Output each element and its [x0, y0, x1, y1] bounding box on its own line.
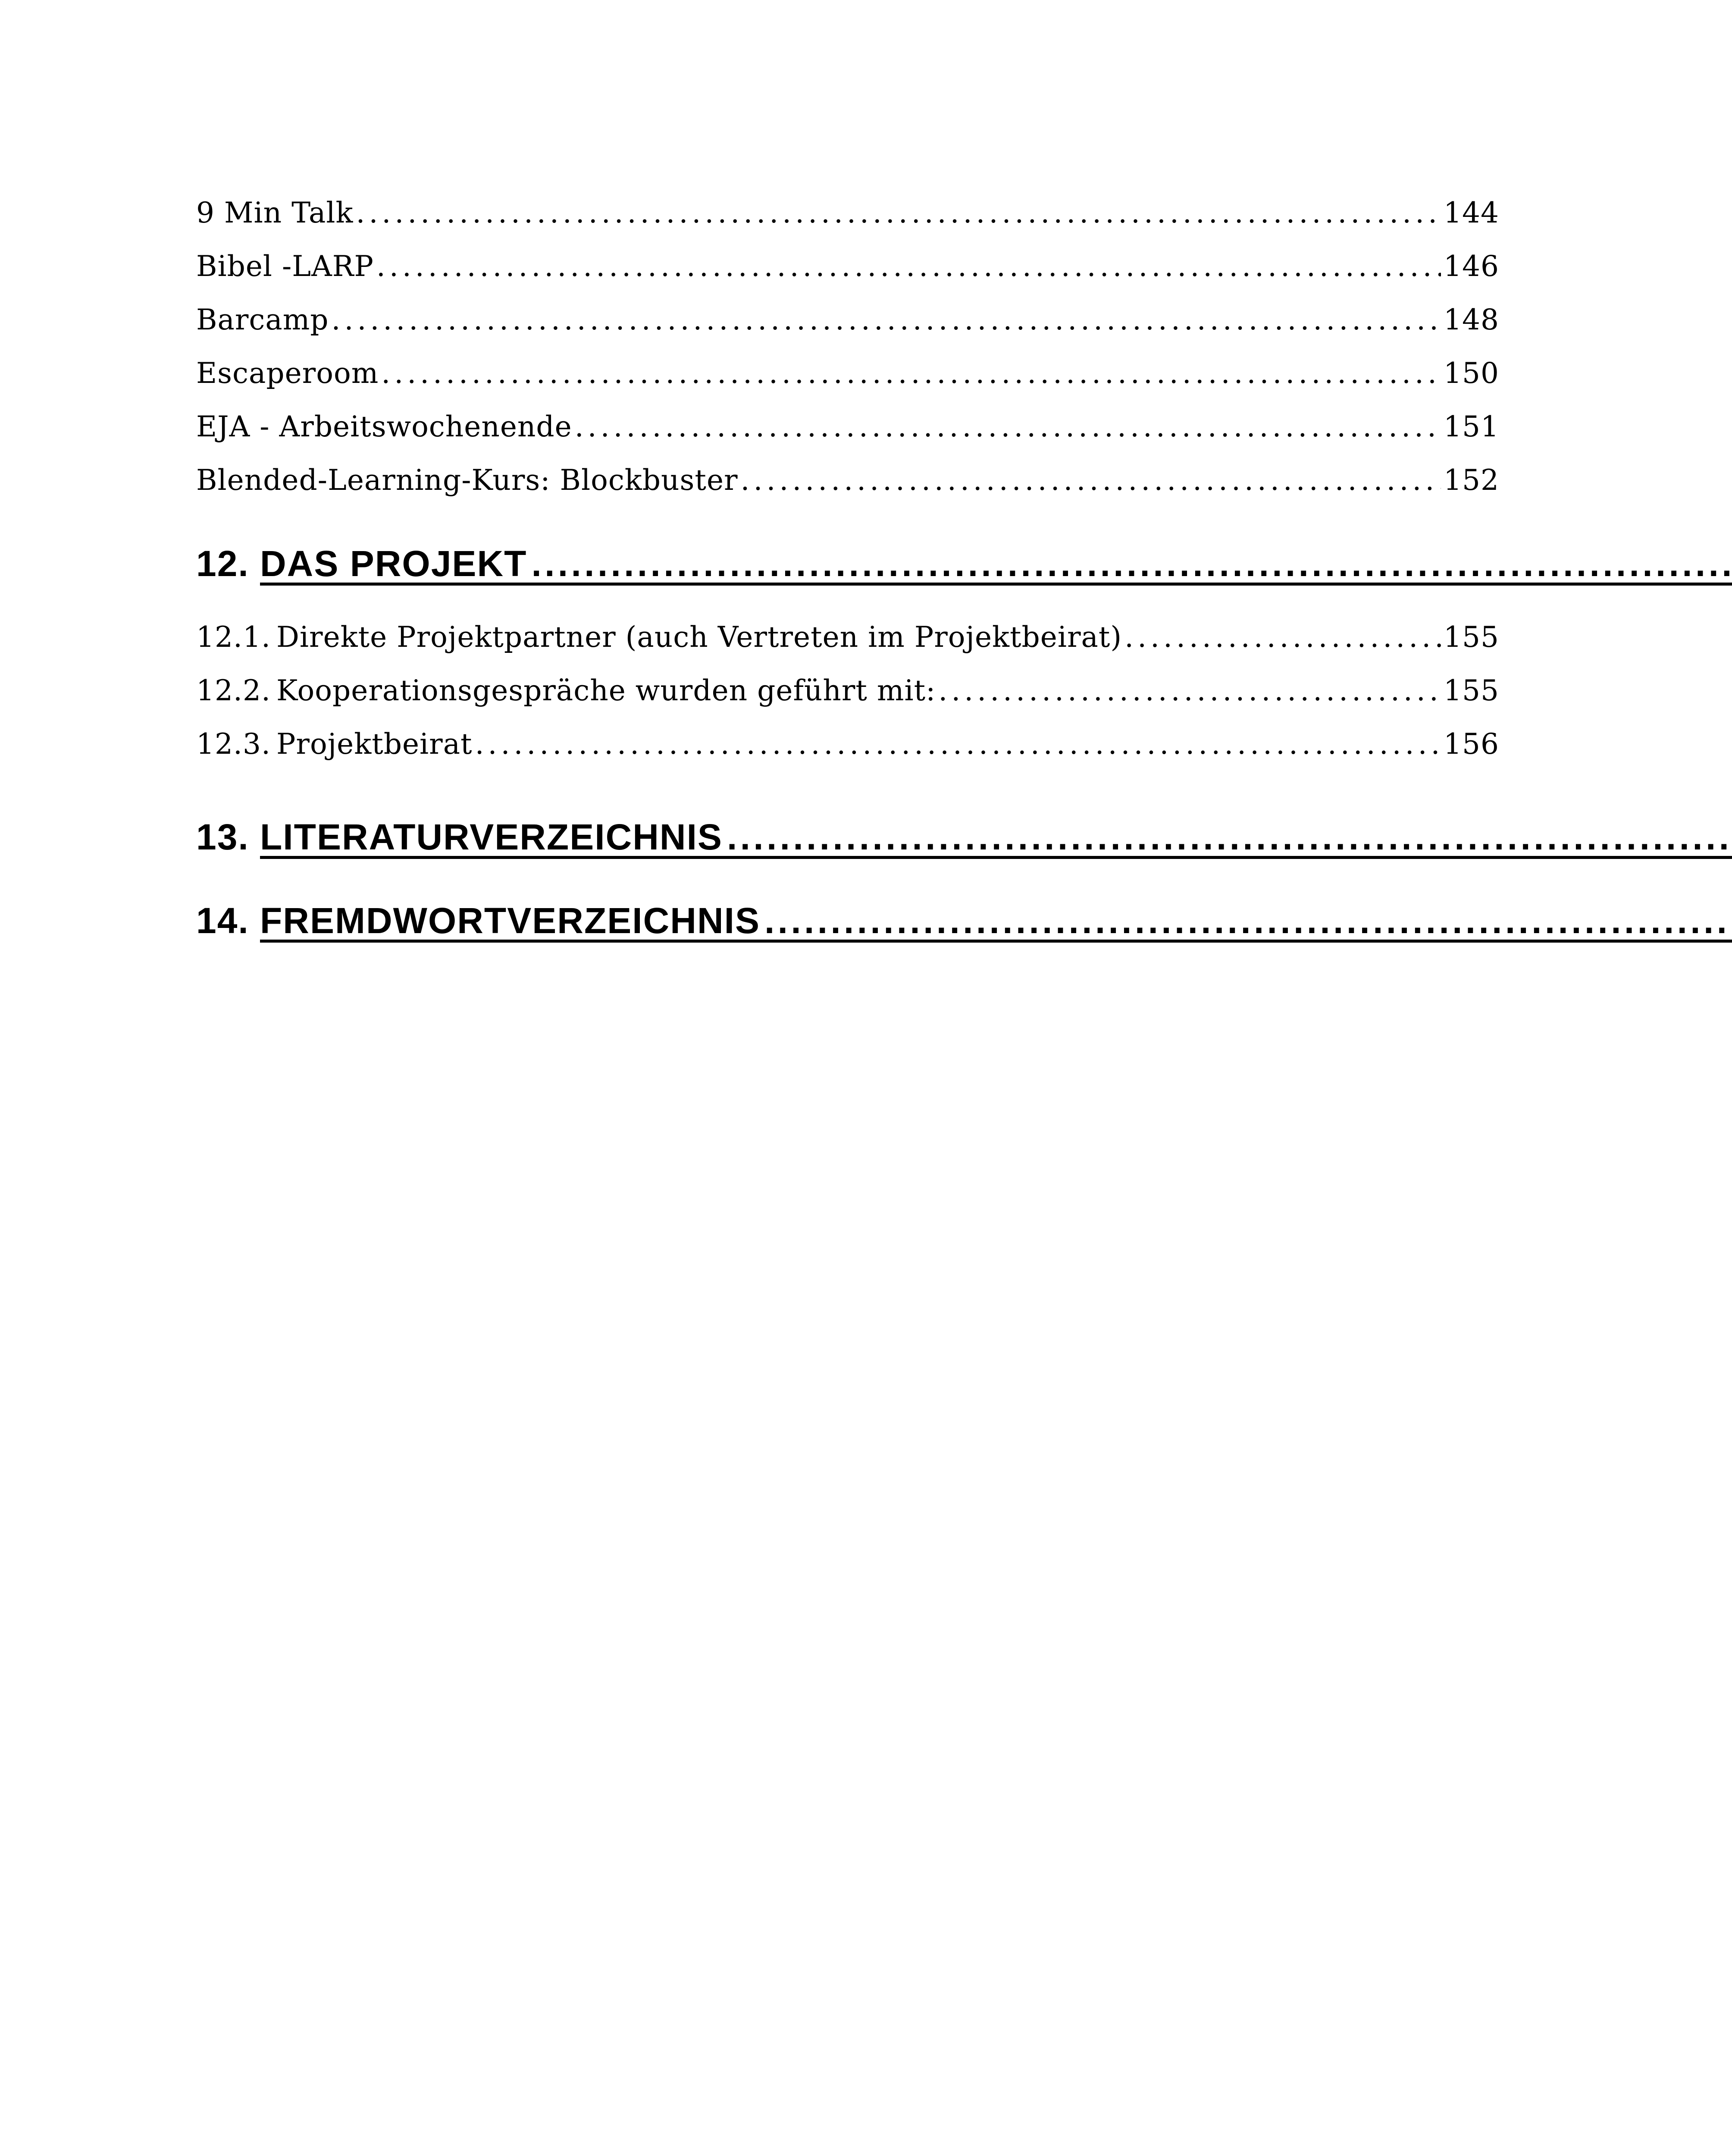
- dot-leader: [381, 357, 1441, 390]
- toc-entry-title: 9 Min Talk: [196, 196, 354, 229]
- toc-entry-number: 12.3.: [196, 727, 271, 761]
- chapter-title: DAS PROJEKT: [260, 543, 527, 584]
- chapter-number: 14.: [196, 900, 249, 941]
- toc-entry-barcamp[interactable]: [196, 303, 1499, 357]
- toc-entry-title: Blended-Learning-Kurs: Blockbuster: [196, 464, 738, 497]
- toc-entry-page: 152: [1444, 464, 1499, 497]
- chapter-number: 12.: [196, 543, 249, 584]
- toc-entry-9-min-talk[interactable]: [196, 196, 1499, 250]
- toc-entry-blended-learning[interactable]: [196, 464, 1499, 517]
- toc-entry-12-1[interactable]: [196, 620, 1499, 674]
- toc-entry-page: 148: [1444, 303, 1499, 336]
- toc-entry-page: 156: [1444, 727, 1499, 761]
- dot-leader: [475, 727, 1441, 761]
- dot-leader: [727, 819, 1732, 855]
- dot-leader: [332, 303, 1441, 336]
- toc-entry-page: 151: [1444, 410, 1499, 443]
- dot-leader: [938, 674, 1441, 707]
- toc-entry-bibel-larp[interactable]: [196, 250, 1499, 303]
- chapter-link[interactable]: [260, 545, 1732, 586]
- chapter-link[interactable]: [260, 900, 1732, 943]
- dot-leader: [531, 545, 1732, 582]
- toc-entry-page: 146: [1444, 250, 1499, 283]
- toc-entry-title: Kooperationsgespräche wurden geführt mit:: [276, 674, 936, 707]
- dot-leader: [575, 410, 1441, 443]
- toc-entry-title: EJA - Arbeitswochenende: [196, 410, 572, 443]
- toc-entry-page: 155: [1444, 674, 1499, 707]
- dot-leader: [376, 250, 1441, 283]
- table-of-contents: [196, 196, 1499, 952]
- chapter-link[interactable]: [260, 819, 1732, 859]
- toc-entry-number: 12.1.: [196, 620, 271, 654]
- dot-leader: [356, 196, 1441, 229]
- toc-entry-title: Direkte Projektpartner (auch Vertreten im Projektbeirat): [276, 620, 1122, 654]
- chapter-number: 13.: [196, 817, 249, 857]
- dot-leader: [741, 464, 1441, 497]
- chapter-title: FREMDWORTVERZEICHNIS: [260, 900, 760, 941]
- toc-entry-title: Bibel -LARP: [196, 250, 374, 283]
- toc-entry-title: Escaperoom: [196, 357, 379, 390]
- toc-entry-number: 12.2.: [196, 674, 271, 707]
- toc-chapter-12[interactable]: [196, 543, 1499, 595]
- dot-leader: [1124, 620, 1441, 654]
- toc-entry-page: 144: [1444, 196, 1499, 229]
- chapter-title: LITERATURVERZEICHNIS: [260, 817, 723, 857]
- dot-leader: [764, 903, 1732, 939]
- toc-entry-12-2[interactable]: [196, 674, 1499, 727]
- toc-entry-12-3[interactable]: [196, 727, 1499, 781]
- toc-entry-title: Projektbeirat: [276, 727, 473, 761]
- toc-entry-title: Barcamp: [196, 303, 329, 336]
- toc-chapter-13[interactable]: [196, 816, 1499, 868]
- toc-chapter-14[interactable]: [196, 900, 1499, 952]
- toc-entry-eja-arbeitswochenende[interactable]: [196, 410, 1499, 464]
- toc-entry-escaperoom[interactable]: [196, 357, 1499, 410]
- toc-entry-page: 155: [1444, 620, 1499, 654]
- toc-entry-page: 150: [1444, 357, 1499, 390]
